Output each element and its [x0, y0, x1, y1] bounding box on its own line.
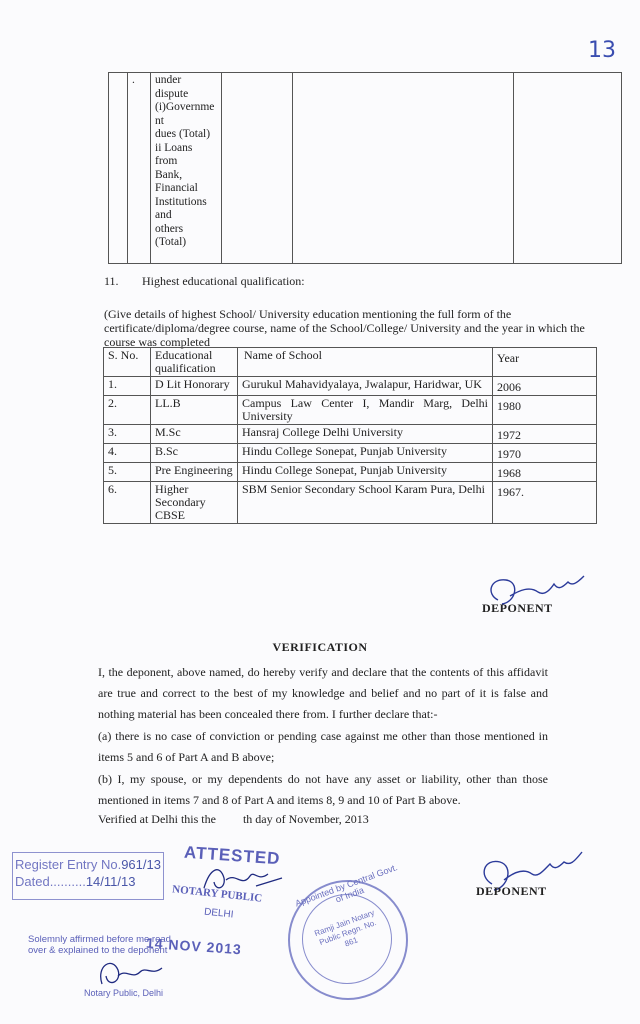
table-row	[104, 425, 597, 444]
cell-year: 1980	[493, 396, 597, 425]
cell-qual: M.Sc	[151, 425, 238, 444]
header-sno: S. No.	[104, 348, 151, 377]
notary-seal	[288, 862, 408, 1000]
deponent-label-2: DEPONENT	[476, 884, 547, 898]
deponent-label-1: DEPONENT	[482, 601, 553, 615]
item-11-heading	[104, 274, 305, 289]
dated-value: 14/11/13	[85, 874, 136, 889]
cell-sno: 6.	[104, 482, 151, 524]
cell-school: Hansraj College Delhi University	[238, 425, 493, 444]
table-cell	[514, 73, 622, 264]
register-entry-number: 961/13	[121, 857, 161, 872]
cell-qual: D Lit Honorary	[151, 377, 238, 396]
register-entry-stamp	[12, 852, 164, 900]
table-row	[104, 377, 597, 396]
notary-footer-stamp: Notary Public, Delhi	[84, 988, 164, 998]
verification-paragraph-3: (b) I, my spouse, or my dependents do not have any asset or liability, other than those mentioned in items 7 and 8 of Part A and items 8, 9 and 10 of Part B above.	[98, 772, 548, 807]
header-school: Name of School	[238, 348, 493, 377]
table-cell	[293, 73, 514, 264]
page-number: 13	[588, 38, 616, 63]
table-cell	[222, 73, 293, 264]
verification-paragraph-1: I, the deponent, above named, do hereby verify and declare that the contents of this affidavit are true and correct to the best of my knowledge and belief and no part of it is false and nothing material has been concealed there from. I further declare that:-	[98, 665, 548, 721]
cell-sno: 2.	[104, 396, 151, 425]
table-cell	[109, 73, 128, 264]
verification-title: VERIFICATION	[272, 640, 368, 654]
date-stamp: 14 NOV 2013	[145, 934, 243, 958]
table-row	[104, 482, 597, 524]
item-label: Highest educational qualification:	[142, 274, 305, 288]
verification-paragraph-2: (a) there is no case of conviction or pending case against me other than those mentioned in items 5 and 6 of Part A and B above;	[98, 729, 548, 764]
table-row	[104, 463, 597, 482]
cell-qual: LL.B	[151, 396, 238, 425]
cell-school: Hindu College Sonepat, Punjab University	[238, 444, 493, 463]
table-cell: .	[128, 73, 151, 264]
attested-stamp: ATTESTED	[183, 842, 282, 869]
dated-label: Dated..........	[15, 874, 86, 889]
cell-year: 1970	[493, 444, 597, 463]
education-table	[103, 347, 597, 524]
solemnly-affirmed-stamp: Solemnly affirmed before me read over & explained to the deponent	[28, 934, 171, 956]
notary-signature	[196, 858, 286, 898]
cell-qual: Higher Secondary CBSE	[151, 482, 238, 524]
cell-sno: 4.	[104, 444, 151, 463]
cell-year: 1968	[493, 463, 597, 482]
cell-school: SBM Senior Secondary School Karam Pura, Delhi	[238, 482, 493, 524]
seal-center-text: Ramji Jain Notary Public Regn. No. 861	[313, 908, 378, 949]
header-qualification: Educational qualification	[151, 348, 238, 377]
header-year: Year	[493, 348, 597, 377]
cell-school: Campus Law Center I, Mandir Marg, Delhi University	[238, 396, 493, 425]
register-entry-label: Register Entry No.	[15, 857, 122, 872]
item-number: 11.	[104, 274, 119, 288]
cell-year: 2006	[493, 377, 597, 396]
cell-school: Hindu College Sonepat, Punjab University	[238, 463, 493, 482]
table-row	[104, 444, 597, 463]
cell-year: 1972	[493, 425, 597, 444]
cell-sno: 1.	[104, 377, 151, 396]
cell-school: Gurukul Mahavidyalaya, Jwalapur, Haridwar, UK	[238, 377, 493, 396]
cell-year: 1967.	[493, 482, 597, 524]
dues-label-cell: under dispute (i)Governme nt dues (Total) ii Loans from Bank, Financial Institutions and others (Total)	[151, 73, 222, 264]
cell-qual: B.Sc	[151, 444, 238, 463]
seal-ring-text: Appointed by Central Govt. of India	[293, 862, 399, 909]
cell-sno: 5.	[104, 463, 151, 482]
assets-liabilities-table	[108, 72, 622, 264]
cell-qual: Pre Engineering	[151, 463, 238, 482]
table-header-row	[104, 348, 597, 377]
verification-date-line: Verified at Delhi this the th day of November, 2013	[98, 812, 369, 826]
notary-delhi-stamp: DELHI	[203, 906, 234, 921]
instructions-text: (Give details of highest School/ University education mentioning the full form of the certificate/diploma/degree course, name of the School/College/ University and the year in which the course was completed	[104, 307, 585, 349]
table-row	[104, 396, 597, 425]
notary-public-stamp: NOTARY PUBLIC	[171, 883, 263, 905]
cell-sno: 3.	[104, 425, 151, 444]
